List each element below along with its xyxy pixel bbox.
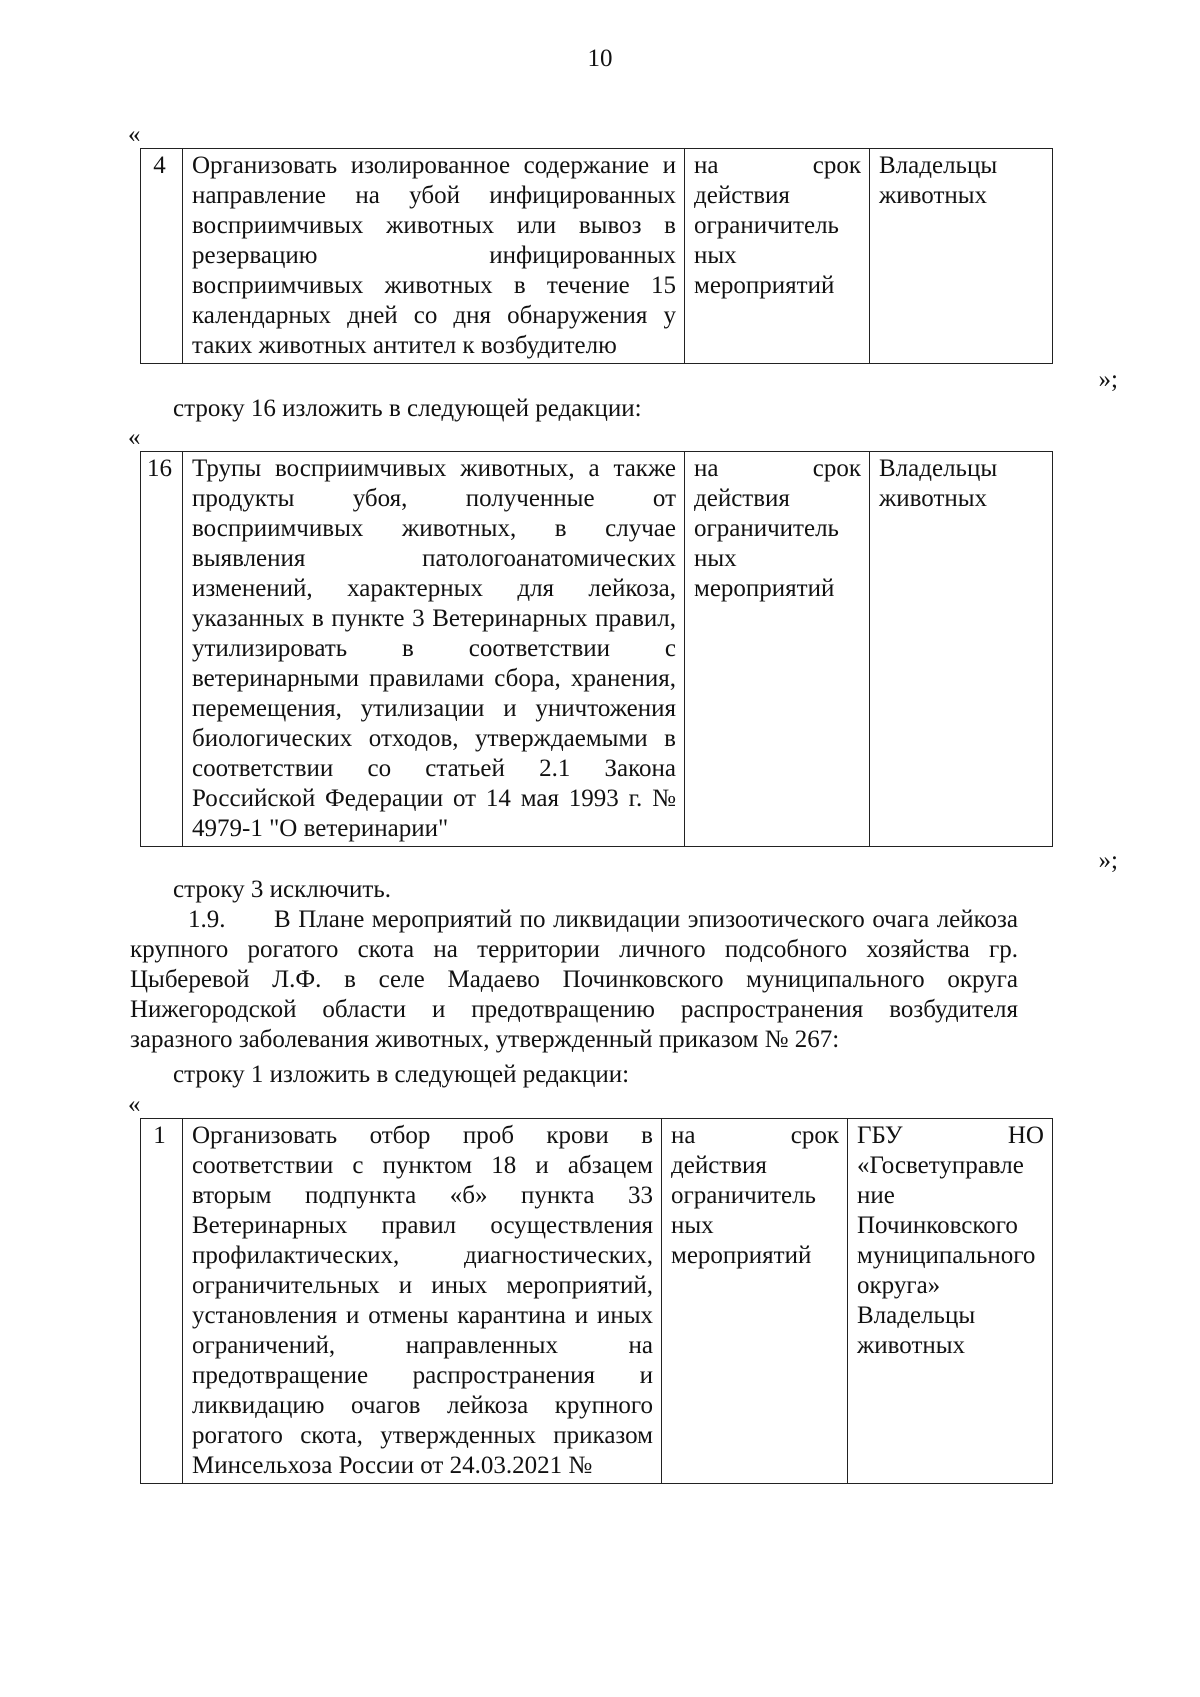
term-rest: действия ограничитель ных мероприятий — [671, 1152, 816, 1269]
row-number: 1 — [141, 1119, 183, 1484]
close-quote: »; — [1098, 366, 1118, 393]
instruction-line: строку 1 изложить в следующей редакции: — [173, 1061, 630, 1088]
paragraph-1-9 — [130, 905, 1018, 1055]
responsible-cell: Владельцы животных — [870, 149, 1053, 364]
open-quote: « — [128, 424, 141, 451]
table-row-16 — [140, 451, 1053, 847]
row-number: 16 — [141, 452, 183, 847]
table-row-1 — [140, 1118, 1053, 1484]
term-first-line: на срок — [694, 455, 861, 482]
instruction-line: строку 3 исключить. — [173, 876, 391, 903]
page-number: 10 — [587, 45, 613, 72]
measure-text: Организовать отбор проб крови в соответствии с пунктом 18 и абзацем вторым подпункта «б» пункта 33 Ветеринарных правил осуществления профилактических, диагностических, ограничительных и иных мероприятий, установления и отмены карантина и иных ограничений, направленных на предотвращение распространения и ликвидацию очагов лейкоза крупного рогатого скота, утвержденных приказом Минсельхоза России от 24.03.2021 № — [183, 1119, 662, 1484]
responsible-first-line: ГБУ НО — [857, 1122, 1044, 1149]
close-quote: »; — [1098, 847, 1118, 874]
table-row — [141, 149, 1053, 364]
measure-text: Трупы восприимчивых животных, а также продукты убоя, полученные от восприимчивых животных, в случае выявления патологоанатомических изменений, характерных для лейкоза, указанных в пункте 3 Ветеринарных правил, утилизировать в соответствии с ветеринарными правилами сбора, хранения, перемещения, утилизации и уничтожения биологических отходов, утверждаемыми в соответствии со статьей 2.1 Закона Российской Федерации от 14 мая 1993 г. № 4979-1 "О ветеринарии" — [183, 452, 685, 847]
term-cell — [662, 1119, 848, 1484]
table-row — [141, 452, 1053, 847]
open-quote: « — [128, 121, 141, 148]
responsible-cell: Владельцы животных — [870, 452, 1053, 847]
open-quote: « — [128, 1091, 141, 1118]
instruction-line: строку 16 изложить в следующей редакции: — [173, 395, 642, 422]
table-row-4 — [140, 148, 1053, 364]
row-number: 4 — [141, 149, 183, 364]
term-first-line: на срок — [694, 152, 861, 179]
responsible-rest: «Госветуправле ние Починковского муниципального округа» Владельцы животных — [857, 1152, 1036, 1359]
term-first-line: на срок — [671, 1122, 839, 1149]
term-cell — [685, 452, 870, 847]
term-rest: действия ограничитель ных мероприятий — [694, 485, 839, 602]
term-rest: действия ограничитель ных мероприятий — [694, 182, 839, 299]
paragraph-text: В Плане мероприятий по ликвидации эпизоотического очага лейкоза крупного рогатого скота на территории личного подсобного хозяйства гр. Цыберевой Л.Ф. в селе Мадаево Починковского муниципального округа Нижегородской области и предотвращению распространения возбудителя заразного заболевания животных, утвержденный приказом № 267: — [130, 906, 1018, 1053]
table-row — [141, 1119, 1053, 1484]
paragraph-number: 1.9. — [188, 906, 226, 933]
measure-text: Организовать изолированное содержание и направление на убой инфицированных восприимчивых животных или вывоз в резервацию инфицированных восприимчивых животных в течение 15 календарных дней со дня обнаружения у таких животных антител к возбудителю — [183, 149, 685, 364]
term-cell — [685, 149, 870, 364]
responsible-cell — [848, 1119, 1053, 1484]
